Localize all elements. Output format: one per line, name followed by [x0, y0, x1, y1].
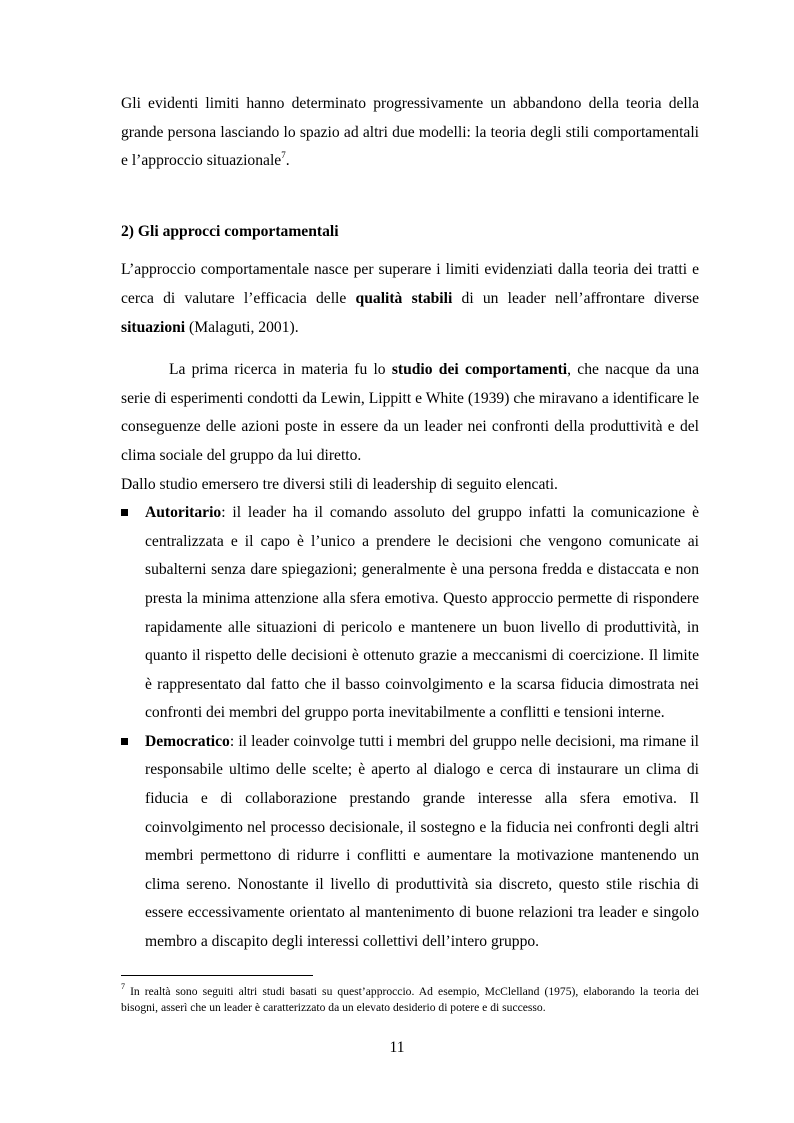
list-item-democratic [121, 728, 699, 957]
page-number: 11 [389, 1039, 405, 1056]
text-span: , che nacque da una serie di esperimenti condotti da Lewin, Lippitt e White (1939) che miravano a identificare le conseguenze delle azioni poste in essere da un leader nei confronti della produttività e del clima sociale del gruppo da lui diretto. [121, 361, 699, 464]
text-span: La prima ricerca in materia fu lo [169, 361, 392, 379]
intro-text: Gli evidenti limiti hanno determinato progressivamente un abbandono della teoria della grande persona lasciando lo spazio ad altri due modelli: la teoria degli stili comportamentali e l’approccio situazionale [121, 95, 699, 170]
bullet-text: : il leader coinvolge tutti i membri del gruppo nelle decisioni, ma rimane il responsabile ultimo delle scelte; è aperto al dialogo e cerca di instaurare un clima di fiducia e di collaborazione prestando grande interesse alla sfera emotiva. Il coinvolgimento nel processo decisionale, il sostegno e la fiducia nei confronti degli altri membri permettono di ridurre i conflitti e aumentare la motivazione mantenendo un clima sereno. Nonostante il livello di produttività sia discreto, questo stile rischia di essere eccessivamente orientato al mantenimento di buone relazioni tra leader e singolo membro a discapito degli interessi collettivi dell’intero gruppo. [145, 732, 699, 951]
footnote-reference[interactable]: 7 [281, 150, 286, 160]
square-bullet-icon [121, 509, 128, 516]
page-body [121, 90, 699, 957]
text-span: (Malaguti, 2001). [185, 318, 299, 336]
square-bullet-icon [121, 738, 128, 745]
text-span: L’approccio comportamentale nasce per superare i limiti evidenziati dalla teoria dei tratti e cerca di valutare l’efficacia delle [121, 261, 699, 307]
paragraph-styles-intro: Dallo studio emersero tre diversi stili di leadership di seguito elencati. [121, 475, 558, 493]
footnote-number: 7 [121, 982, 125, 992]
intro-paragraph [121, 90, 699, 176]
text-span: di un leader nell’affrontare diverse [452, 289, 699, 307]
bullet-text: : il leader ha il comando assoluto del gruppo infatti la comunicazione è centralizzata e il capo è l’unico a prendere le decisioni che vengono comunicate ai subalterni senza dare spiegazioni; generalmente è una persona fredda e distaccata e non presta la minima attenzione alla sfera emotiva. Questo approccio permette di rispondere rapidamente alle situazioni di pericolo e mantenere un buon livello di produttività, in quanto il rispetto delle decisioni è ottenuto grazie a meccanismi di coercizione. Il limite è rappresentato dal fatto che il basso coinvolgimento e la scarsa fiducia dimostrata nei confronti dei membri del gruppo porta inevitabilmente a conflitti e tensioni interne. [145, 504, 699, 722]
bold-term: situazioni [121, 318, 186, 336]
intro-end: . [285, 152, 290, 170]
footnote [121, 984, 699, 1015]
footnote-divider [121, 975, 313, 976]
bullet-term: Democratico [145, 732, 230, 750]
bold-term: qualità stabili [355, 289, 453, 307]
bullet-term: Autoritario [145, 504, 222, 522]
paragraph-behavioral-approach [121, 256, 699, 342]
leadership-styles-list [121, 499, 699, 957]
paragraph-first-research [121, 356, 699, 470]
bold-term: studio dei comportamenti [391, 361, 568, 379]
list-item-authoritarian [121, 499, 699, 728]
footnote-text: In realtà sono seguiti altri studi basati su quest’approccio. Ad esempio, McClelland (1975), elaborando la teoria dei bisogni, asserì che un leader è caratterizzato da un elevato desiderio di potere e di successo. [121, 985, 699, 1014]
section-heading: 2) Gli approcci comportamentali [121, 222, 339, 240]
